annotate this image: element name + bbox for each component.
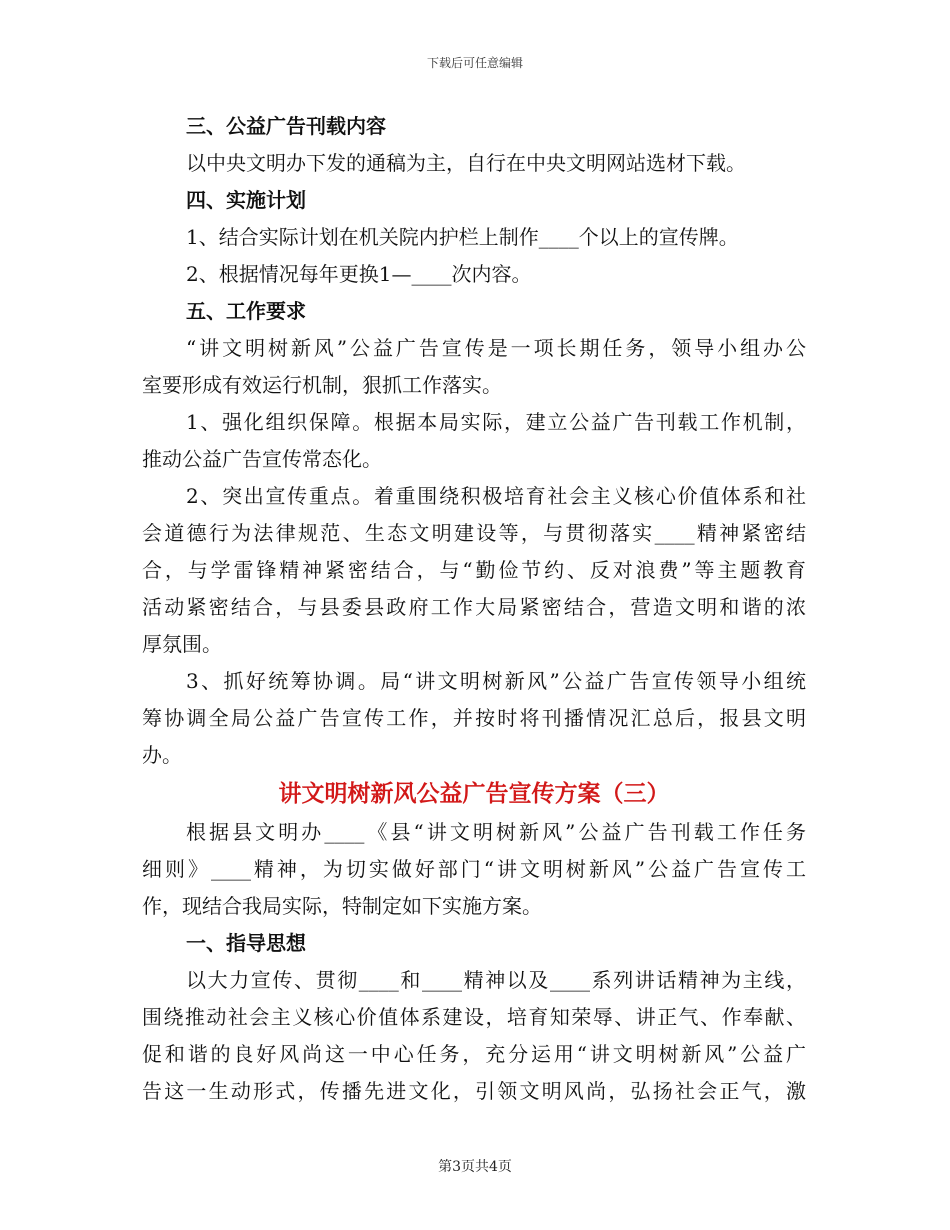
paragraph-line: 作，现结合我局实际，特制定如下实施方案。: [142, 894, 542, 918]
paragraph-line: 筹协调全局公益广告宣传工作，并按时将刊播情况汇总后，报县文明: [142, 706, 806, 730]
paragraph-line: 活动紧密结合，与县委县政府工作大局紧密结合，营造文明和谐的浓: [142, 595, 806, 619]
paragraph-line: 办。: [142, 743, 182, 767]
paragraph-line: 合，与学雷锋精神紧密结合，与“勤俭节约、反对浪费”等主题教育: [142, 558, 806, 582]
document-title: 讲文明树新风公益广告宣传方案（三）: [278, 780, 670, 807]
paragraph-line: 室要形成有效运行机制，狠抓工作落实。: [142, 373, 502, 397]
paragraph-line: 会道德行为法律规范、生态文明建设等，与贯彻落实____精神紧密结: [142, 521, 806, 545]
header-note: 下载后可任意编辑: [426, 56, 523, 70]
document-body: [142, 108, 806, 1110]
page-number: 第3页共4页: [438, 1159, 512, 1175]
paragraph-line: 2、突出宣传重点。着重围绕积极培育社会主义核心价值体系和社: [186, 484, 806, 508]
paragraph-line: 以大力宣传、贯彻____和____精神以及____系列讲话精神为主线，: [186, 968, 806, 992]
section-heading-plan: 四、实施计划: [186, 188, 306, 212]
paragraph-line: 细则》____精神，为切实做好部门“讲文明树新风”公益广告宣传工: [142, 857, 806, 881]
paragraph-line: 以中央文明办下发的通稿为主，自行在中央文明网站选材下载。: [186, 151, 746, 175]
paragraph-line: 促和谐的良好风尚这一中心任务，充分运用“讲文明树新风”公益广: [142, 1042, 806, 1066]
section-heading-content: 三、公益广告刊载内容: [186, 114, 386, 138]
paragraph-line: 厚氛围。: [142, 632, 222, 656]
list-item: 1、结合实际计划在机关院内护栏上制作____个以上的宣传牌。: [186, 225, 739, 249]
section-heading-requirements: 五、工作要求: [186, 299, 306, 323]
paragraph-line: 1、强化组织保障。根据本局实际，建立公益广告刊载工作机制，: [186, 410, 806, 434]
list-item: 2、根据情况每年更换1—____次内容。: [186, 262, 532, 286]
paragraph-line: 根据县文明办____《县“讲文明树新风”公益广告刊载工作任务: [186, 820, 806, 844]
paragraph-line: 告这一生动形式，传播先进文化，引领文明风尚，弘扬社会正气，激: [142, 1079, 806, 1103]
paragraph-line: 3、抓好统筹协调。局“讲文明树新风”公益广告宣传领导小组统: [186, 669, 806, 693]
paragraph-line: “讲文明树新风”公益广告宣传是一项长期任务，领导小组办公: [186, 336, 806, 360]
paragraph-line: 围绕推动社会主义核心价值体系建设，培育知荣辱、讲正气、作奉献、: [142, 1005, 806, 1029]
section-heading-guiding: 一、指导思想: [186, 931, 306, 955]
paragraph-line: 推动公益广告宣传常态化。: [142, 447, 382, 471]
